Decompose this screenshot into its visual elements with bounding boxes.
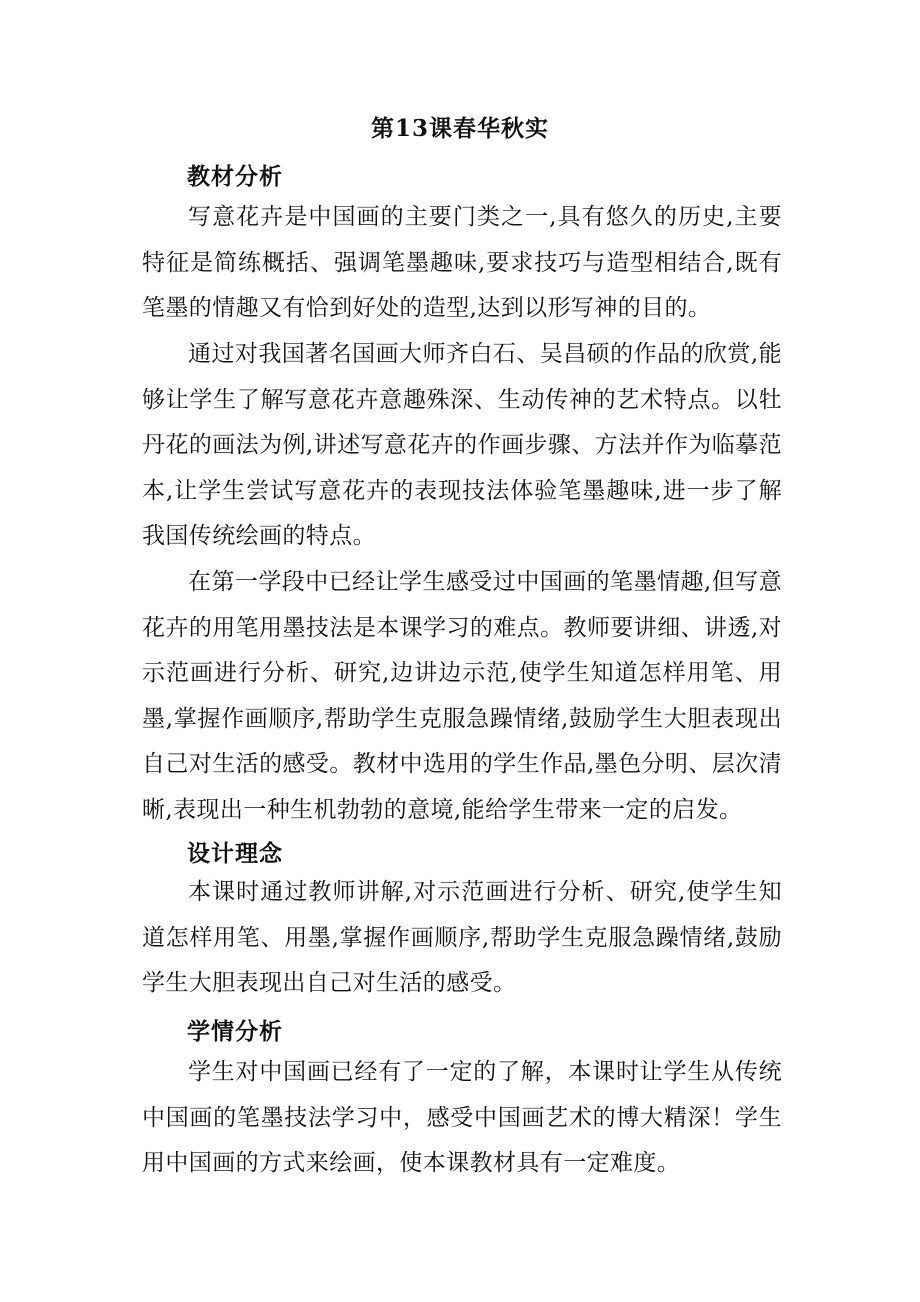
paragraph-textbook-analysis-3: 在第一学段中已经让学生感受过中国画的笔墨情趣,但写意花卉的用笔用墨技法是本课学习的难点。教师要讲细、讲透,对示范画进行分析、研究,边讲边示范,使学生知道怎样用笔、用墨,掌握作画顺序,帮助学生克服急躁情绪,鼓励学生大胆表现出自己对生活的感受。教材中选用的学生作品,墨色分明、层次清晰,表现出一种生机勃勃的意境,能给学生带来一定的启发。 bbox=[142, 569, 782, 823]
paragraph-design-concept: 本课时通过教师讲解,对示范画进行分析、研究,使学生知道怎样用笔、用墨,掌握作画顺序,帮助学生克服急躁情绪,鼓励学生大胆表现出自己对生活的感受。 bbox=[142, 879, 782, 997]
paragraph-textbook-analysis-1: 写意花卉是中国画的主要门类之一,具有悠久的历史,主要特征是简练概括、强调笔墨趣味,要求技巧与造型相结合,既有笔墨的情趣又有恰到好处的造型,达到以形写神的目的。 bbox=[142, 204, 782, 322]
paragraph-textbook-analysis-2: 通过对我国著名国画大师齐白石、吴昌硕的作品的欣赏,能够让学生了解写意花卉意趣殊深、生动传神的艺术特点。以牡丹花的画法为例,讲述写意花卉的作画步骤、方法并作为临摹范本,让学生尝试写意花卉的表现技法体验笔墨趣味,进一步了解我国传统绘画的特点。 bbox=[142, 341, 782, 550]
section-heading-textbook-analysis: 教材分析 bbox=[187, 163, 283, 190]
section-heading-student-analysis: 学情分析 bbox=[187, 1018, 283, 1045]
paragraph-student-analysis: 学生对中国画已经有了一定的了解，本课时让学生从传统中国画的笔墨技法学习中，感受中国画艺术的博大精深！学生用中国画的方式来绘画，使本课教材具有一定难度。 bbox=[142, 1059, 782, 1177]
page-title: 第13课春华秋实 bbox=[370, 115, 549, 142]
section-heading-design-concept: 设计理念 bbox=[187, 840, 283, 867]
